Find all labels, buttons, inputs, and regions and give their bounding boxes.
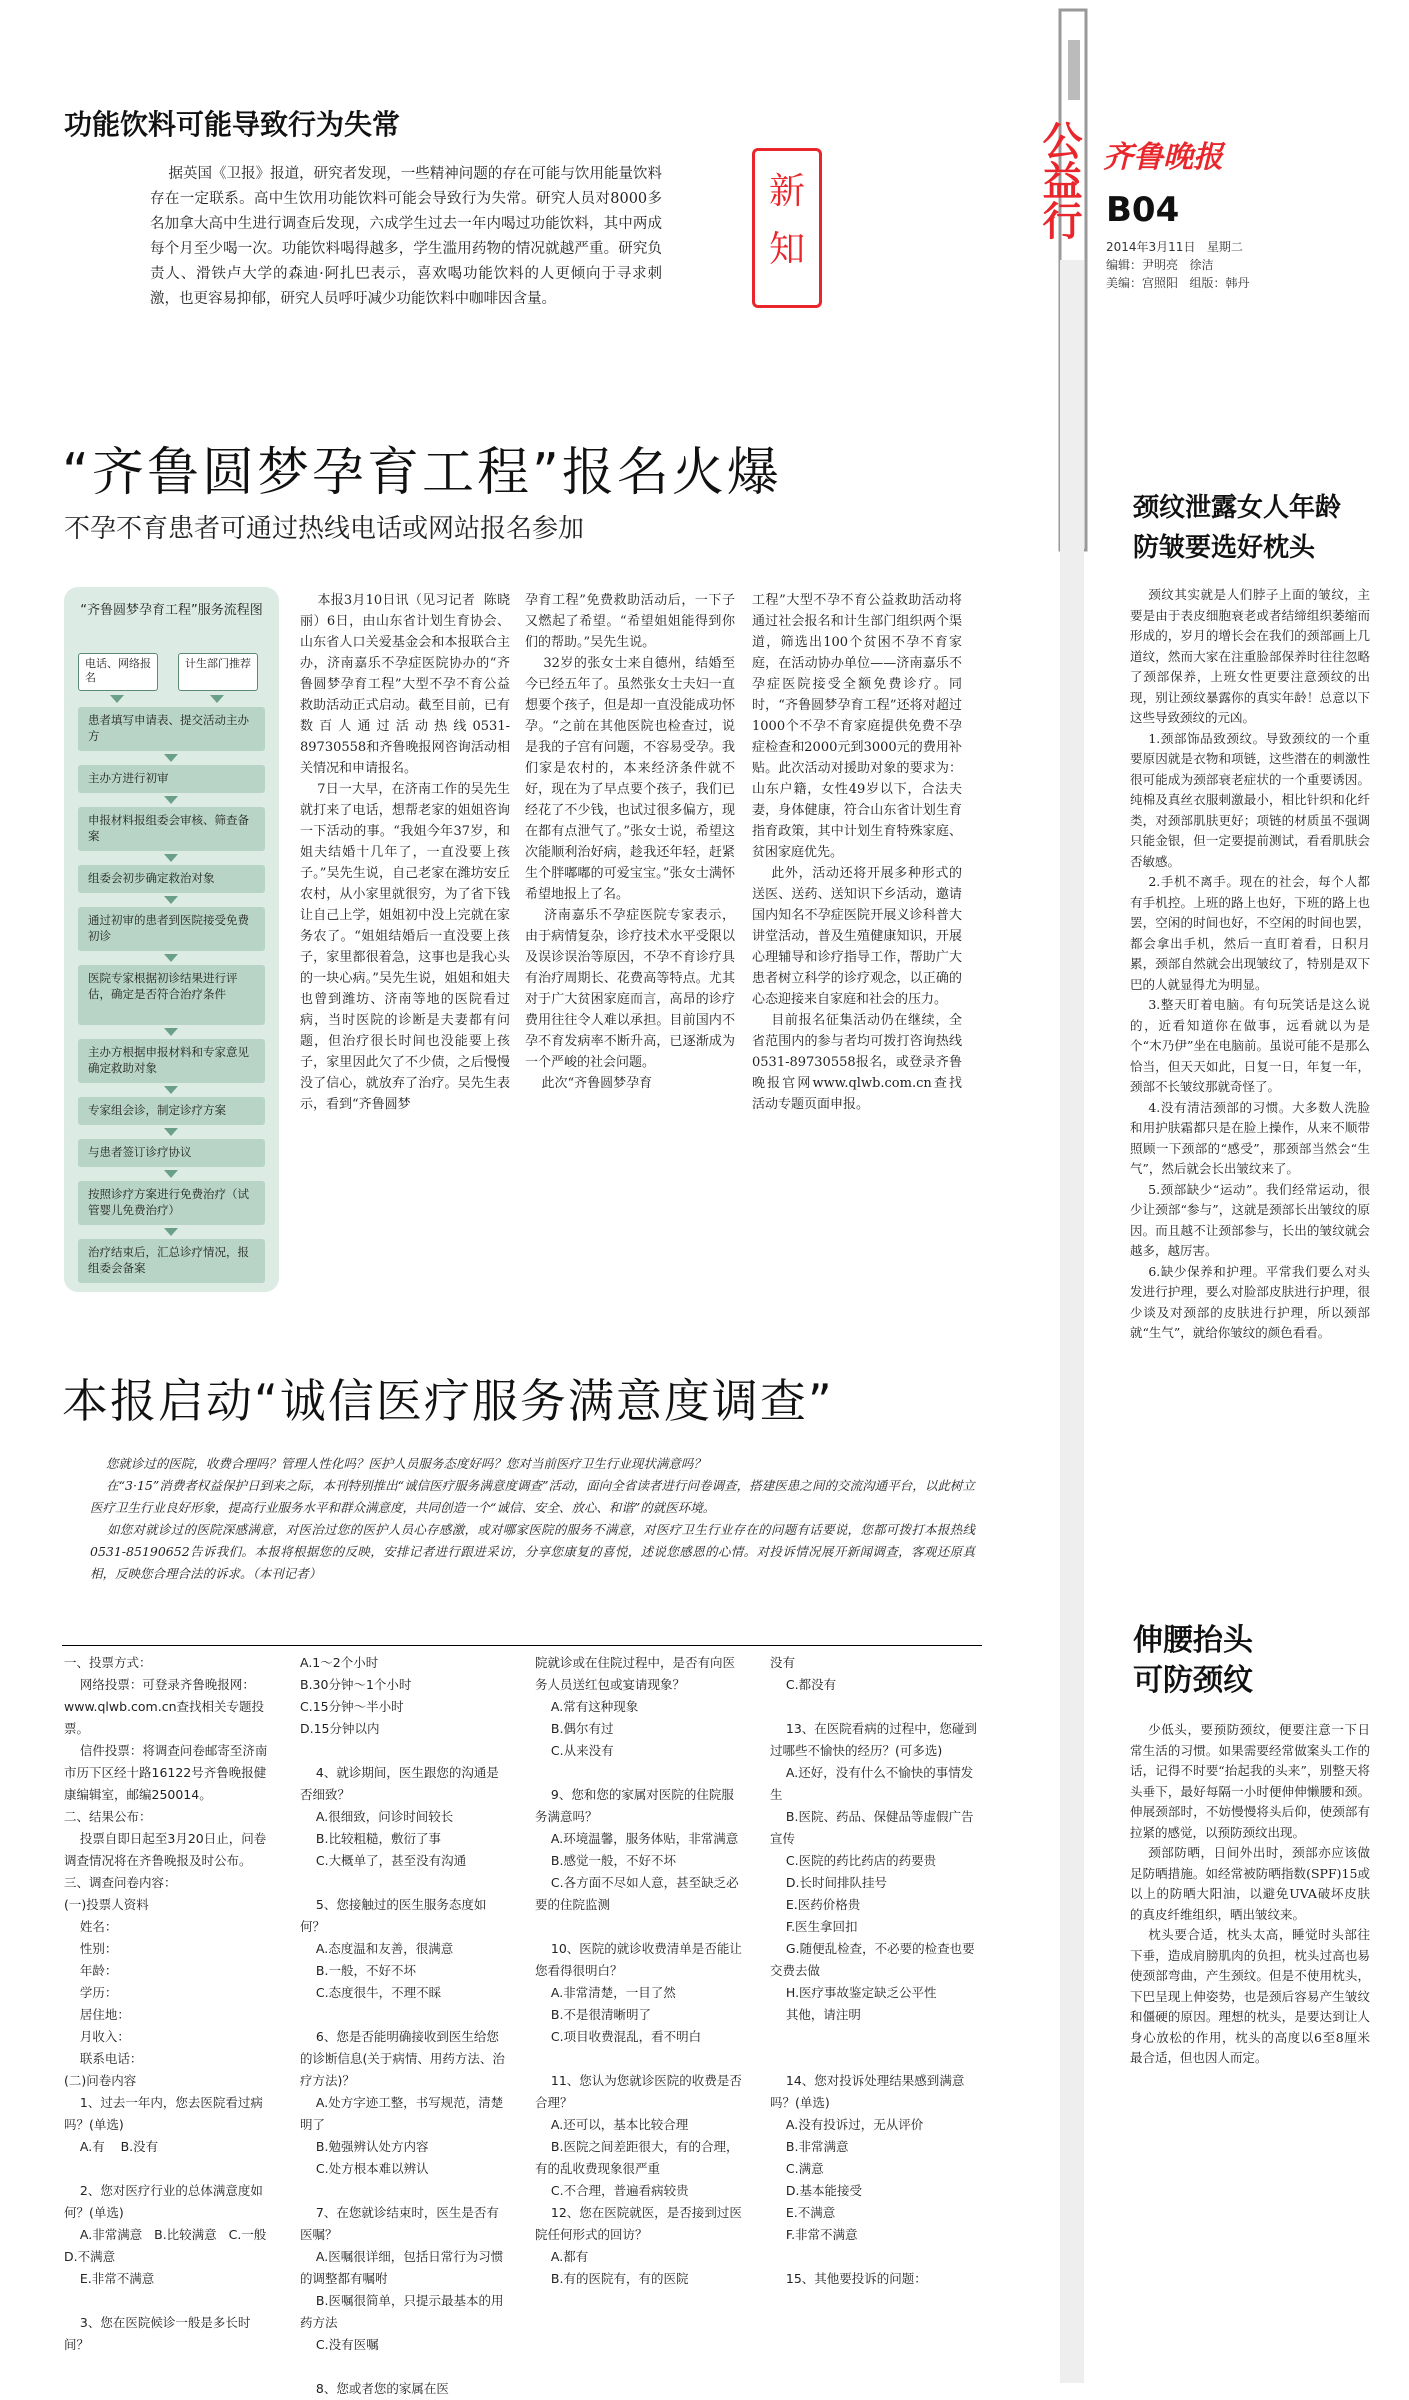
- survey-col2: A.1～2个小时 B.30分钟～1个小时 C.15分钟～半小时 D.15分钟以内 4、就诊期间，医生跟您的沟通是否细致？ A.很细致，问诊时间较长 B.比较粗糙，敷衍了事 C.大概单了，甚至没有沟通 5、您接触过的医生服务态度如何？ A.态度温和友善，很满意 B.一般，不好不坏 C.态度很牛，不理不睬 6、您是否能明确接收到医生给您的诊断信息(关于病情、用药方法、治疗方法)？ A.处方字迹工整，书写规范，清楚明了 B.勉强辨认处方内容 C.处方根本难以辨认 7、在您就诊结束时，医生是否有医嘱？ A.医嘱很详细，包括日常行为习惯的调整都有嘱咐 B.医嘱很简单，只提示最基本的用药方法 C.没有医嘱 8、您或者您的家属在医: [300, 1655, 505, 2396]
- article4-body: 颈纹其实就是人们脖子上面的皱纹，主要是由于表皮细胞衰老或者结缔组织萎缩而形成的，岁月的增长会在我们的颈部画上几道纹，然而大家在注重脸部保养时往往忽略了颈部保养，上班女性更要注意颈纹的出现，别让颈纹暴露你的真实年龄！总意以下这些导致颈纹的元凶。 1.颈部饰品致颈纹。导致颈纹的一个重要原因就是衣物和项链，这些潜在的刺激性很可能成为颈部衰老症状的一个重要诱因。纯棉及真丝衣服刺激最小，相比针织和化纤类，对颈部肌肤更好；项链的材质虽不强调只能金银，但一定要提前测试，看看肌肤会否敏感。 2.手机不离手。现在的社会，每个人都有手机控。上班的路上也好，下班的路上也罢，空闲的时间也好，不空闲的时间也罢，都会拿出手机，然后一直盯着看，日积月累，颈部自然就会出现皱纹了，特别是双下巴的人就显得尤为明显。 3.整天盯着电脑。有句玩笑话是这么说的，近看知道你在做事，远看就以为是个“木乃伊”坐在电脑前。虽说可能不是那么恰当，但天天如此，日复一日，年复一年，颈部不长皱纹那就奇怪了。 4.没有清洁颈部的习惯。大多数人洗脸和用护肤霜都只是在脸上操作，从来不顺带照顾一下颈部的“感受”，那颈部当然会“生气”，然后就会长出皱纹来了。 5.颈部缺少“运动”。我们经常运动，很少让颈部“参与”，这就是颈部长出皱纹的原因。而且越不让颈部参与，长出的皱纹就会越多，越厉害。 6.缺少保养和护理。平常我们要么对头发进行护理，要么对脸部皮肤进行护理，很少谈及对颈部的皮肤进行护理，所以颈部就“生气”，就给你皱纹的颜色看看。: [1130, 587, 1370, 1340]
- flow-step-3: 申报材料报组委会审核、筛查备案: [78, 807, 265, 851]
- section-title-vertical: [1035, 120, 1083, 249]
- article2-col1: 本报3月10日讯（见习记者 陈晓丽）6日，由山东省计划生育协会、山东省人口关爱基金会和本报联合主办，济南嘉乐不孕症医院协办的“齐鲁圆梦孕育工程”大型不孕不育公益救助活动正式启动。截至目前，已有数百人通过活动热线0531-89730558和齐鲁晚报网咨询活动相关情况和申请报名。 7日一大早，在济南工作的吴先生就打来了电话，想帮老家的姐姐咨询一下活动的事。“我姐今年37岁，和姐夫结婚十几年了，一直没要上孩子。”吴先生说，自己老家在潍坊安丘农村，从小家里就很穷，为了省下钱让自己上学，姐姐初中没上完就在家务农了。“姐姐结婚后一直没要上孩子，家里都很着急，这事也是我心头的一块心病。”吴先生说，姐姐和姐夫也曾到潍坊、济南等地的医院看过病，当时医院的诊断是夫妻都有问题，但治疗很长时间也没能要上孩子，家里因此欠了不少债，之后慢慢没了信心，就放弃了治疗。吴先生表示，看到“齐鲁圆梦: [300, 593, 511, 1112]
- designers-line: 美编：宫照阳 组版：韩丹: [1106, 276, 1250, 290]
- flow-arrow: [164, 1170, 178, 1178]
- flow-arrow: [164, 1086, 178, 1094]
- article2-col2: 孕育工程”免费救助活动后，一下子又燃起了希望。“希望姐姐能得到你们的帮助。”吴先生说。 32岁的张女士来自德州，结婚至今已经五年了。虽然张女士夫妇一直想要个孩子，但是却一直没能成功怀孕。“之前在其他医院也检查过，说是我的子宫有问题，不容易受孕。我们家是农村的，本来经济条件就不好，现在为了早点要个孩子，我们已经花了不少钱，也试过很多偏方，现在都有点泄气了。”张女士说，希望这次能顺利治好病，趁我还年轻，赶紧生个胖嘟嘟的可爱宝宝。”张女士满怀希望地报上了名。 济南嘉乐不孕症医院专家表示，由于病情复杂，诊疗技术水平受限以及误诊误治等原因，不孕不育诊疗具有治疗周期长、花费高等特点。尤其对于广大贫困家庭而言，高昂的诊疗费用往往令人难以承担。目前国内不孕不育发病率不断升高，已逐渐成为一个严峻的社会问题。 此次“齐鲁圆梦孕育: [525, 593, 736, 1091]
- section-title-text: 公益行: [1036, 120, 1082, 240]
- article2-col3: 工程”大型不孕不育公益救助活动将通过社会报名和计生部门组织两个渠道，筛选出100个贫困不孕不育家庭，在活动协办单位——济南嘉乐不孕症医院接受全额免费诊疗。同时，“齐鲁圆梦孕育工程”还将对超过1000个不孕不育家庭提供免费不孕症检查和2000元到3000元的费用补贴。此次活动对援助对象的要求为：山东户籍，女性49岁以下，合法夫妻，身体健康，符合山东省计划生育指育政策，其中计划生育特殊家庭、贫困家庭优先。 此外，活动还将开展多种形式的送医、送药、送知识下乡活动，邀请国内知名不孕症医院开展义诊科普大讲堂活动，普及生殖健康知识，开展心理辅导和诊疗指导工作，帮助广大患者树立科学的诊疗观念，以正确的心态迎接来自家庭和社会的压力。 目前报名征集活动仍在继续，全省范围内的参与者均可拨打咨询热线0531-89730558报名，或登录齐鲁晚报官网www.qlwb.com.cn查找活动专题页面申报。: [752, 593, 962, 1112]
- flow-box-online: 电话、网络报名: [78, 653, 158, 691]
- flow-step-6: 医院专家根据初诊结果进行评估，确定是否符合治疗条件: [78, 965, 265, 1025]
- article2-title: “齐鲁圆梦孕育工程”报名火爆: [62, 443, 782, 503]
- page-number: B04: [1106, 190, 1180, 230]
- flow-arrow: [164, 1028, 178, 1036]
- flow-step-10: 按照诊疗方案进行免费治疗（试管婴儿免费治疗）: [78, 1181, 265, 1225]
- flow-arrow: [164, 896, 178, 904]
- article1-title: 功能饮料可能导致行为失常: [64, 108, 401, 141]
- article5-body: 少低头，要预防颈纹，便要注意一下日常生活的习惯。如果需要经常做案头工作的话，记得不时要“抬起我的头来”，别整天将头垂下，最好每隔一小时便伸伸懒腰和颈。伸展颈部时，不妨慢慢将头后仰，使颈部有拉紧的感觉，以预防颈纹出现。 颈部防晒，日间外出时，颈部亦应该做足防晒措施。如经常被防晒指数(SPF)15或以上的防晒大阳油，以避免UVA破坏皮肤的真皮纤维组织，晒出皱纹来。 枕头要合适，枕头太高，睡觉时头部往下垂，造成肩膀肌肉的负担，枕头过高也易使颈部弯曲，产生颈纹。但是不使用枕头，下巴呈现上伸姿势，也是颈后容易产生皱纹和僵硬的原因。理想的枕头，是要达到让人身心放松的作用，枕头的高度以6至8厘米最合适，但也因人而定。: [1130, 1722, 1370, 2065]
- article1-body: 据英国《卫报》报道，研究者发现，一些精神问题的存在可能与饮用能量饮料存在一定联系。高中生饮用功能饮料可能会导致行为失常。研究人员对8000多名加拿大高中生进行调查后发现，六成学生过去一年内喝过功能饮料，其中两成每个月至少喝一次。功能饮料喝得越多，学生滥用药物的情况就越严重。研究负责人、滑铁卢大学的森迪·阿扎巴表示，喜欢喝功能饮料的人更倾向于寻求刺激，也更容易抑郁，研究人员呼吁减少功能饮料中咖啡因含量。: [150, 166, 662, 307]
- article5-title-line2: 可防颈纹: [1133, 1663, 1253, 1698]
- flow-chart-title: “齐鲁圆梦孕育工程”服务流程图: [80, 603, 263, 618]
- article5-title-line1: 伸腰抬头: [1133, 1623, 1253, 1658]
- survey-col3: 院就诊或在住院过程中，是否有向医务人员送红包或宴请现象？ A.常有这种现象 B.偶尔有过 C.从来没有 9、您和您的家属对医院的住院服务满意吗？ A.环境温馨，服务体贴，非常满意 B.感觉一般，不好不坏 C.各方面不尽如人意，甚至缺乏必要的住院监测 10、医院的就诊收费清单是否能让您看得很明白？ A.非常清楚，一目了然 B.不是很清晰明了 C.项目收费混乱，看不明白 11、您认为您就诊医院的收费是否合理？ A.还可以，基本比较合理 B.医院之间差距很大，有的合理，有的乱收费现象很严重 C.不合理，普遍看病较贵 12、您在医院就医，是否接到过医院任何形式的回访？ A.都有 B.有的医院有，有的医院: [535, 1655, 742, 2286]
- survey-col4: 没有 C.都没有 13、在医院看病的过程中，您碰到过哪些不愉快的经历？(可多选) A.还好，没有什么不愉快的事情发生 B.医院、药品、保健品等虚假广告宣传 C.医院的药比药店的药要贵 D.长时间排队挂号 E.医药价格贵 F.医生拿回扣 G.随便乱检查，不必要的检查也要交费去做 H.医疗事故鉴定缺乏公平性 其他，请注明 14、您对投诉处理结果感到满意吗？(单选) A.没有投诉过，无从评价 B.非常满意 C.满意 D.基本能接受 E.不满意 F.非常不满意 15、其他要投诉的问题：: [770, 1655, 977, 2286]
- flow-chart-panel: [64, 587, 279, 1292]
- survey-col1: 一、投票方式： 网络投票：可登录齐鲁晚报网：www.qlwb.com.cn查找相关专题投票。 信件投票：将调查问卷邮寄至济南市历下区经十路16122号齐鲁晚报健康编辑室，邮编250014。 二、结果公布： 投票自即日起至3月20日止，问卷调查情况将在齐鲁晚报及时公布。 三、调查问卷内容： (一)投票人资料 姓名： 性别： 年龄： 学历： 居住地： 月收入： 联系电话： (二)问卷内容 1、过去一年内，您去医院看过病吗？(单选) A.有 B.没有 2、您对医疗行业的总体满意度如何？(单选) A.非常满意 B.比较满意 C.一般 D.不满意 E.非常不满意 3、您在医院候诊一般是多长时间？: [64, 1655, 268, 2352]
- flow-step-5: 通过初审的患者到医院接受免费初诊: [78, 907, 265, 951]
- flow-arrow: [164, 1228, 178, 1236]
- flow-arrow: [210, 695, 224, 703]
- column-badge: [752, 148, 822, 308]
- divider-line: [62, 1645, 982, 1646]
- column-badge-text: 新知: [768, 171, 805, 270]
- flow-step-4: 组委会初步确定救治对象: [78, 865, 265, 893]
- flow-step-11: 治疗结束后，汇总诊疗情况，报组委会备案: [78, 1239, 265, 1283]
- flow-step-2: 主办方进行初审: [78, 765, 265, 793]
- flow-step-7: 主办方根据申报材料和专家意见确定救助对象: [78, 1039, 265, 1083]
- flow-arrow: [164, 754, 178, 762]
- article2-subtitle: 不孕不育患者可通过热线电话或网站报名参加: [64, 514, 585, 544]
- flow-step-1: 患者填写申请表、提交活动主办方: [78, 707, 265, 751]
- article3-intro: 您就诊过的医院，收费合理吗？管理人性化吗？医护人员服务态度好吗？您对当前医疗卫生行业现状满意吗？ 在“3·15”消费者权益保护日到来之际，本刊特别推出“诚信医疗服务满意度调查”活动，面向全省读者进行问卷调查，搭建医患之间的交流沟通平台，以此树立医疗卫生行业良好形象，提高行业服务水平和群众满意度，共同创造一个“诚信、安全、放心、和谐”的就医环境。 如您对就诊过的医院深感满意，对医治过您的医护人员心存感激，或对哪家医院的服务不满意，对医疗卫生行业存在的问题有话要说，您都可拨打本报热线0531-85190652告诉我们。本报将根据您的反映，安排记者进行跟进采访，分享您康复的喜悦，述说您感恩的心情。对投诉情况展开新闻调查，客观还原真相，反映您合理合法的诉求。（本刊记者）: [90, 1456, 975, 1581]
- flow-arrow: [110, 695, 124, 703]
- flow-arrow: [164, 954, 178, 962]
- article3-title: 本报启动“诚信医疗服务满意度调查”: [62, 1374, 834, 1428]
- flow-box-family-planning: 计生部门推荐: [178, 653, 258, 691]
- masthead-gray-bar: [1060, 260, 1084, 2383]
- flow-arrow: [164, 796, 178, 804]
- flow-arrow: [164, 1128, 178, 1136]
- flow-arrow: [164, 854, 178, 862]
- article4-title-line2: 防皱要选好枕头: [1133, 533, 1316, 563]
- flow-step-8: 专家组会诊，制定诊疗方案: [78, 1097, 265, 1125]
- article4-title-line1: 颈纹泄露女人年龄: [1133, 493, 1342, 523]
- paper-logo: 齐鲁晚报: [1103, 140, 1223, 175]
- issue-date: 2014年3月11日 星期二: [1106, 240, 1243, 254]
- flow-step-9: 与患者签订诊疗协议: [78, 1139, 265, 1167]
- editors-line: 编辑：尹明亮 徐洁: [1106, 258, 1214, 272]
